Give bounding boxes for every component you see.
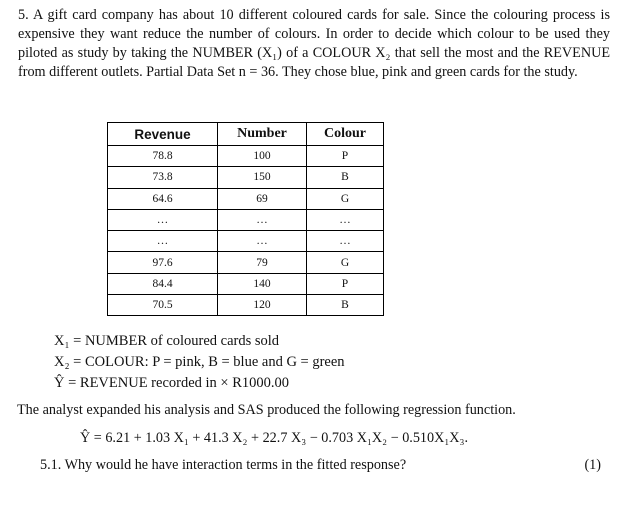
- cell-number: 100: [218, 146, 307, 167]
- cell-colour: …: [307, 209, 384, 230]
- cell-number: …: [218, 209, 307, 230]
- cell-colour: P: [307, 273, 384, 294]
- question-text: 5. A gift card company has about 10 different coloured cards for sale. Since the colouring process is expensive they want reduce the number of colours. In order to decide which colour to be used they piloted as study by taking the NUMBER (X₁) of a COLOUR X₂ that sell the most and the REVENUE from different outlets. Partial Data Set n = 36. They chose blue, pink and green cards for the study.: [18, 7, 610, 80]
- cell-colour: …: [307, 231, 384, 252]
- cell-colour: G: [307, 188, 384, 209]
- cell-revenue: 73.8: [108, 167, 218, 188]
- cell-revenue: …: [108, 209, 218, 230]
- cell-revenue: 97.6: [108, 252, 218, 273]
- analysis-text: The analyst expanded his analysis and SAS produced the following regression function.: [17, 402, 516, 418]
- cell-number: 120: [218, 295, 307, 316]
- cell-number: …: [218, 231, 307, 252]
- table-row: [108, 146, 384, 167]
- cell-revenue: 64.6: [108, 188, 218, 209]
- cell-revenue: …: [108, 231, 218, 252]
- cell-number: 79: [218, 252, 307, 273]
- table-row: [108, 295, 384, 316]
- header-revenue: Revenue: [108, 123, 218, 146]
- cell-number: 150: [218, 167, 307, 188]
- data-table: [107, 122, 384, 316]
- cell-colour: G: [307, 252, 384, 273]
- regression-equation: Ŷ = 6.21 + 1.03 X₁ + 41.3 X₂ + 22.7 X₃ − 0.703 X₁X₂ − 0.510X₁X₃.: [80, 430, 469, 446]
- cell-number: 140: [218, 273, 307, 294]
- header-number: Number: [218, 123, 307, 146]
- header-colour: Colour: [307, 123, 384, 146]
- table-row: [108, 273, 384, 294]
- cell-colour: P: [307, 146, 384, 167]
- marks: (1): [584, 457, 601, 473]
- cell-revenue: 84.4: [108, 273, 218, 294]
- subquestion-5-1: 5.1. Why would he have interaction terms in the fitted response?: [40, 457, 407, 473]
- table-row: [108, 167, 384, 188]
- table-row: [108, 209, 384, 230]
- definition-y: Ŷ = REVENUE recorded in × R1000.00: [54, 375, 290, 391]
- cell-number: 69: [218, 188, 307, 209]
- cell-revenue: 70.5: [108, 295, 218, 316]
- cell-revenue: 78.8: [108, 146, 218, 167]
- table-header-row: [108, 123, 384, 146]
- table-row: [108, 252, 384, 273]
- question-5: [18, 6, 610, 82]
- table-row: [108, 231, 384, 252]
- definition-x2: X₂ = COLOUR: P = pink, B = blue and G = green: [54, 354, 345, 370]
- cell-colour: B: [307, 167, 384, 188]
- table-row: [108, 188, 384, 209]
- definition-x1: X₁ = NUMBER of coloured cards sold: [54, 333, 280, 349]
- variable-definitions: [54, 331, 345, 394]
- cell-colour: B: [307, 295, 384, 316]
